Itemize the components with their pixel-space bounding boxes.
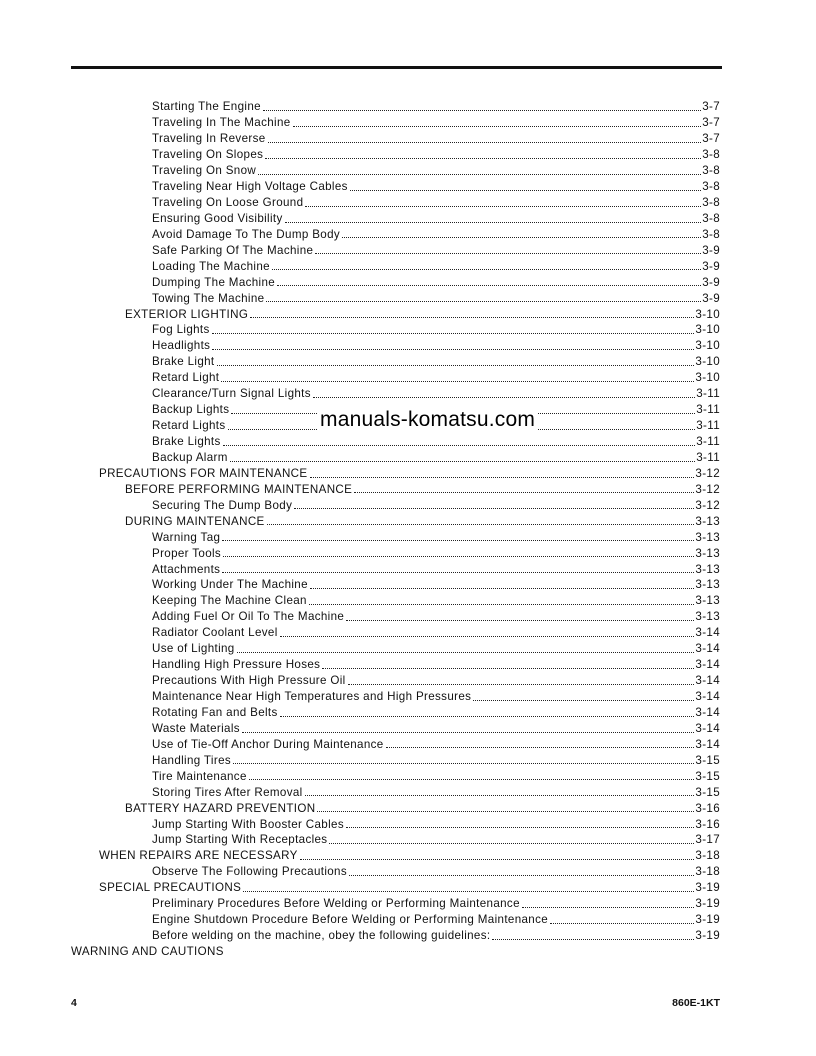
toc-entry-page: 3-12 — [695, 482, 720, 496]
toc-entry-title: Safe Parking Of The Machine — [152, 243, 314, 257]
toc-dot-leader — [263, 110, 701, 111]
toc-entry — [0, 655, 816, 671]
toc-entry-title: Starting The Engine — [152, 100, 261, 114]
toc-entry-page: 3-8 — [702, 195, 720, 209]
toc-entry-page: 3-8 — [702, 211, 720, 225]
toc-entry-page: 3-7 — [702, 132, 720, 146]
toc-entry-title: BEFORE PERFORMING MAINTENANCE — [125, 482, 353, 496]
toc-entry-title: WHEN REPAIRS ARE NECESSARY — [99, 849, 298, 863]
toc-entry-page: 3-10 — [695, 307, 720, 321]
toc-entry-page: 3-11 — [696, 435, 720, 449]
toc-dot-leader — [265, 158, 701, 159]
toc-dot-leader — [305, 795, 695, 796]
toc-entry — [0, 527, 816, 543]
toc-entry — [0, 368, 816, 384]
toc-entry-title: Waste Materials — [152, 721, 240, 735]
toc-dot-leader — [492, 939, 694, 940]
toc-entry — [0, 336, 816, 352]
toc-dot-leader — [300, 859, 695, 860]
toc-entry-title: Headlights — [152, 339, 211, 353]
toc-entry-title: Preliminary Procedures Before Welding or Performing Maintenance — [152, 897, 520, 911]
toc-dot-leader — [242, 732, 694, 733]
toc-entry — [0, 129, 816, 145]
toc-entry-title: Tire Maintenance — [152, 769, 247, 783]
toc-dot-leader — [310, 588, 695, 589]
toc-entry-page: 3-10 — [695, 355, 720, 369]
toc-dot-leader — [223, 445, 696, 446]
toc-dot-leader — [285, 222, 702, 223]
toc-entry-title: Jump Starting With Booster Cables — [152, 817, 344, 831]
toc-dot-leader — [305, 206, 701, 207]
toc-dot-leader — [313, 397, 695, 398]
toc-dot-leader — [350, 190, 701, 191]
toc-entry — [0, 639, 816, 655]
toc-entry-page: 3-14 — [695, 626, 720, 640]
toc-dot-leader — [550, 923, 694, 924]
toc-dot-leader — [349, 875, 694, 876]
toc-entry-title: Securing The Dump Body — [152, 498, 293, 512]
toc-entry-page: 3-9 — [702, 243, 720, 257]
toc-entry — [0, 464, 816, 480]
toc-dot-leader — [230, 461, 696, 462]
toc-entry-title: Attachments — [152, 562, 221, 576]
toc-entry — [0, 543, 816, 559]
toc-entry-title: Storing Tires After Removal — [152, 785, 303, 799]
toc-entry — [0, 687, 816, 703]
toc-entry — [0, 591, 816, 607]
toc-entry-title: Traveling On Snow — [152, 164, 257, 178]
toc-entry-title: Traveling On Loose Ground — [152, 195, 304, 209]
toc-entry-title: Towing The Machine — [152, 291, 265, 305]
toc-dot-leader — [280, 716, 695, 717]
toc-entry — [0, 766, 816, 782]
toc-dot-leader — [322, 668, 694, 669]
toc-entry-page: 3-11 — [696, 403, 720, 417]
toc-entry-title: WARNING AND CAUTIONS — [71, 945, 224, 959]
header-rule — [71, 66, 722, 69]
toc-entry — [0, 288, 816, 304]
toc-entry-page: 3-8 — [702, 164, 720, 178]
toc-entry-page: 3-14 — [695, 705, 720, 719]
toc-dot-leader — [249, 779, 695, 780]
toc-entry-page: 3-10 — [695, 339, 720, 353]
toc-dot-leader — [294, 508, 694, 509]
toc-entry-title: Use of Tie-Off Anchor During Maintenance — [152, 737, 384, 751]
toc-entry-page: 3-16 — [695, 801, 720, 815]
toc-dot-leader — [268, 142, 702, 143]
toc-entry — [0, 942, 816, 958]
toc-dot-leader — [277, 285, 701, 286]
toc-dot-leader — [522, 907, 695, 908]
watermark: manuals-komatsu.com — [320, 408, 536, 431]
toc-entry-page: 3-14 — [695, 737, 720, 751]
toc-entry — [0, 798, 816, 814]
toc-dot-leader — [222, 572, 694, 573]
toc-entry-page: 3-14 — [695, 658, 720, 672]
toc-entry-title: Engine Shutdown Procedure Before Welding or Performing Maintenance — [152, 913, 549, 927]
toc-entry-title: Avoid Damage To The Dump Body — [152, 227, 341, 241]
toc-entry-page: 3-15 — [695, 769, 720, 783]
toc-entry — [0, 782, 816, 798]
toc-entry — [0, 320, 816, 336]
toc-dot-leader — [233, 763, 694, 764]
toc-entry-title: Traveling On Slopes — [152, 148, 264, 162]
toc-dot-leader — [266, 301, 701, 302]
toc-entry-title: Brake Lights — [152, 435, 221, 449]
toc-entry — [0, 256, 816, 272]
toc-dot-leader — [258, 174, 701, 175]
toc-entry-page: 3-8 — [702, 148, 720, 162]
toc-entry-page: 3-13 — [695, 610, 720, 624]
toc-entry — [0, 623, 816, 639]
toc-entry-page: 3-14 — [695, 642, 720, 656]
toc-entry-title: Ensuring Good Visibility — [152, 211, 283, 225]
toc-entry-title: Maintenance Near High Temperatures and High Pressures — [152, 690, 472, 704]
toc-entry-title: Brake Light — [152, 355, 215, 369]
toc-entry-page: 3-15 — [695, 785, 720, 799]
toc-dot-leader — [309, 604, 695, 605]
toc-entry-page: 3-9 — [702, 275, 720, 289]
toc-entry-page: 3-16 — [695, 817, 720, 831]
toc-entry — [0, 177, 816, 193]
toc-entry-page: 3-19 — [695, 913, 720, 927]
toc-entry — [0, 878, 816, 894]
toc-dot-leader — [342, 237, 701, 238]
toc-dot-leader — [272, 269, 701, 270]
toc-entry-page: 3-7 — [702, 100, 720, 114]
toc-entry — [0, 240, 816, 256]
toc-entry-page: 3-10 — [695, 371, 720, 385]
toc-entry-title: Retard Light — [152, 371, 220, 385]
toc-entry — [0, 814, 816, 830]
toc-entry — [0, 559, 816, 575]
toc-entry-page: 3-18 — [695, 849, 720, 863]
toc-entry-title: Backup Alarm — [152, 450, 228, 464]
toc-entry-page: 3-17 — [695, 833, 720, 847]
toc-entry — [0, 480, 816, 496]
toc-entry-title: Observe The Following Precautions — [152, 865, 347, 879]
toc-entry-page: 3-7 — [702, 116, 720, 130]
toc-entry — [0, 511, 816, 527]
toc-entry-title: Warning Tag — [152, 530, 221, 544]
toc-entry-title: Handling Tires — [152, 753, 232, 767]
table-of-contents — [0, 97, 816, 958]
toc-dot-leader — [354, 492, 694, 493]
toc-entry-page: 3-10 — [695, 323, 720, 337]
toc-entry — [0, 735, 816, 751]
document-code: 860E-1KT — [672, 997, 720, 1009]
toc-entry-title: Retard Lights — [152, 419, 226, 433]
toc-entry-title: Jump Starting With Receptacles — [152, 833, 328, 847]
toc-dot-leader — [310, 477, 695, 478]
toc-entry-title: Clearance/Turn Signal Lights — [152, 387, 311, 401]
toc-entry — [0, 750, 816, 766]
toc-entry-title: Adding Fuel Or Oil To The Machine — [152, 610, 345, 624]
toc-entry — [0, 830, 816, 846]
toc-entry-title: Precautions With High Pressure Oil — [152, 674, 346, 688]
toc-entry-page: 3-11 — [696, 450, 720, 464]
toc-entry-title: DURING MAINTENANCE — [125, 514, 265, 528]
toc-dot-leader — [222, 540, 694, 541]
toc-dot-leader — [346, 827, 694, 828]
toc-entry-page: 3-19 — [695, 881, 720, 895]
toc-entry-page: 3-13 — [695, 514, 720, 528]
toc-dot-leader — [243, 891, 694, 892]
toc-entry — [0, 113, 816, 129]
toc-dot-leader — [315, 253, 701, 254]
toc-dot-leader — [346, 620, 694, 621]
toc-entry — [0, 894, 816, 910]
toc-entry-title: Working Under The Machine — [152, 578, 308, 592]
toc-entry-page: 3-19 — [695, 897, 720, 911]
toc-entry-title: Handling High Pressure Hoses — [152, 658, 321, 672]
toc-entry-title: EXTERIOR LIGHTING — [125, 307, 249, 321]
toc-entry — [0, 575, 816, 591]
toc-entry-title: Traveling In Reverse — [152, 132, 266, 146]
toc-entry — [0, 448, 816, 464]
toc-entry-title: Use of Lighting — [152, 642, 235, 656]
toc-entry-title: Radiator Coolant Level — [152, 626, 278, 640]
toc-entry-page: 3-11 — [696, 387, 720, 401]
toc-entry-page: 3-13 — [695, 530, 720, 544]
toc-entry-page: 3-13 — [695, 578, 720, 592]
toc-entry-title: SPECIAL PRECAUTIONS — [99, 881, 242, 895]
toc-entry — [0, 352, 816, 368]
toc-entry-page: 3-15 — [695, 753, 720, 767]
toc-entry-title: BATTERY HAZARD PREVENTION — [125, 801, 316, 815]
toc-entry — [0, 926, 816, 942]
toc-entry-title: Fog Lights — [152, 323, 210, 337]
toc-entry — [0, 145, 816, 161]
toc-entry-title: Proper Tools — [152, 546, 222, 560]
toc-entry — [0, 432, 816, 448]
toc-dot-leader — [237, 652, 695, 653]
page-number: 4 — [71, 997, 77, 1009]
toc-entry — [0, 846, 816, 862]
toc-entry-page: 3-8 — [702, 180, 720, 194]
toc-dot-leader — [217, 365, 695, 366]
toc-entry-title: Traveling In The Machine — [152, 116, 291, 130]
toc-entry-title: Backup Lights — [152, 403, 230, 417]
toc-entry-page: 3-9 — [702, 291, 720, 305]
toc-dot-leader — [267, 524, 695, 525]
toc-entry — [0, 384, 816, 400]
toc-entry-page: 3-14 — [695, 690, 720, 704]
toc-entry — [0, 671, 816, 687]
toc-dot-leader — [280, 636, 695, 637]
toc-dot-leader — [348, 684, 695, 685]
toc-entry-page: 3-13 — [695, 562, 720, 576]
toc-entry-page: 3-12 — [695, 466, 720, 480]
toc-dot-leader — [212, 349, 694, 350]
toc-entry — [0, 304, 816, 320]
toc-entry — [0, 719, 816, 735]
toc-entry — [0, 225, 816, 241]
toc-entry — [0, 209, 816, 225]
toc-entry — [0, 862, 816, 878]
toc-dot-leader — [329, 843, 694, 844]
toc-entry-page: 3-14 — [695, 674, 720, 688]
toc-dot-leader — [386, 747, 695, 748]
toc-entry-title: Loading The Machine — [152, 259, 270, 273]
toc-dot-leader — [317, 811, 694, 812]
toc-entry-page: 3-11 — [696, 419, 720, 433]
toc-entry-page: 3-12 — [695, 498, 720, 512]
toc-dot-leader — [293, 126, 702, 127]
toc-entry — [0, 161, 816, 177]
toc-dot-leader — [250, 317, 694, 318]
toc-entry-title: Before welding on the machine, obey the following guidelines: — [152, 929, 491, 943]
toc-entry-page: 3-13 — [695, 594, 720, 608]
toc-entry-title: Keeping The Machine Clean — [152, 594, 307, 608]
toc-entry-title: Rotating Fan and Belts — [152, 705, 278, 719]
toc-entry-page: 3-19 — [695, 929, 720, 943]
toc-entry — [0, 97, 816, 113]
toc-entry-title: Traveling Near High Voltage Cables — [152, 180, 348, 194]
toc-entry — [0, 910, 816, 926]
toc-entry-title: Dumping The Machine — [152, 275, 276, 289]
toc-entry-page: 3-14 — [695, 721, 720, 735]
toc-entry — [0, 607, 816, 623]
toc-dot-leader — [473, 700, 694, 701]
toc-entry-title: PRECAUTIONS FOR MAINTENANCE — [99, 466, 308, 480]
toc-entry-page: 3-8 — [702, 227, 720, 241]
toc-entry — [0, 703, 816, 719]
toc-entry-page: 3-13 — [695, 546, 720, 560]
toc-entry-page: 3-9 — [702, 259, 720, 273]
toc-entry-page: 3-18 — [695, 865, 720, 879]
toc-entry — [0, 272, 816, 288]
toc-dot-leader — [223, 556, 694, 557]
toc-dot-leader — [212, 333, 695, 334]
toc-dot-leader — [221, 381, 694, 382]
toc-entry — [0, 495, 816, 511]
toc-entry — [0, 193, 816, 209]
